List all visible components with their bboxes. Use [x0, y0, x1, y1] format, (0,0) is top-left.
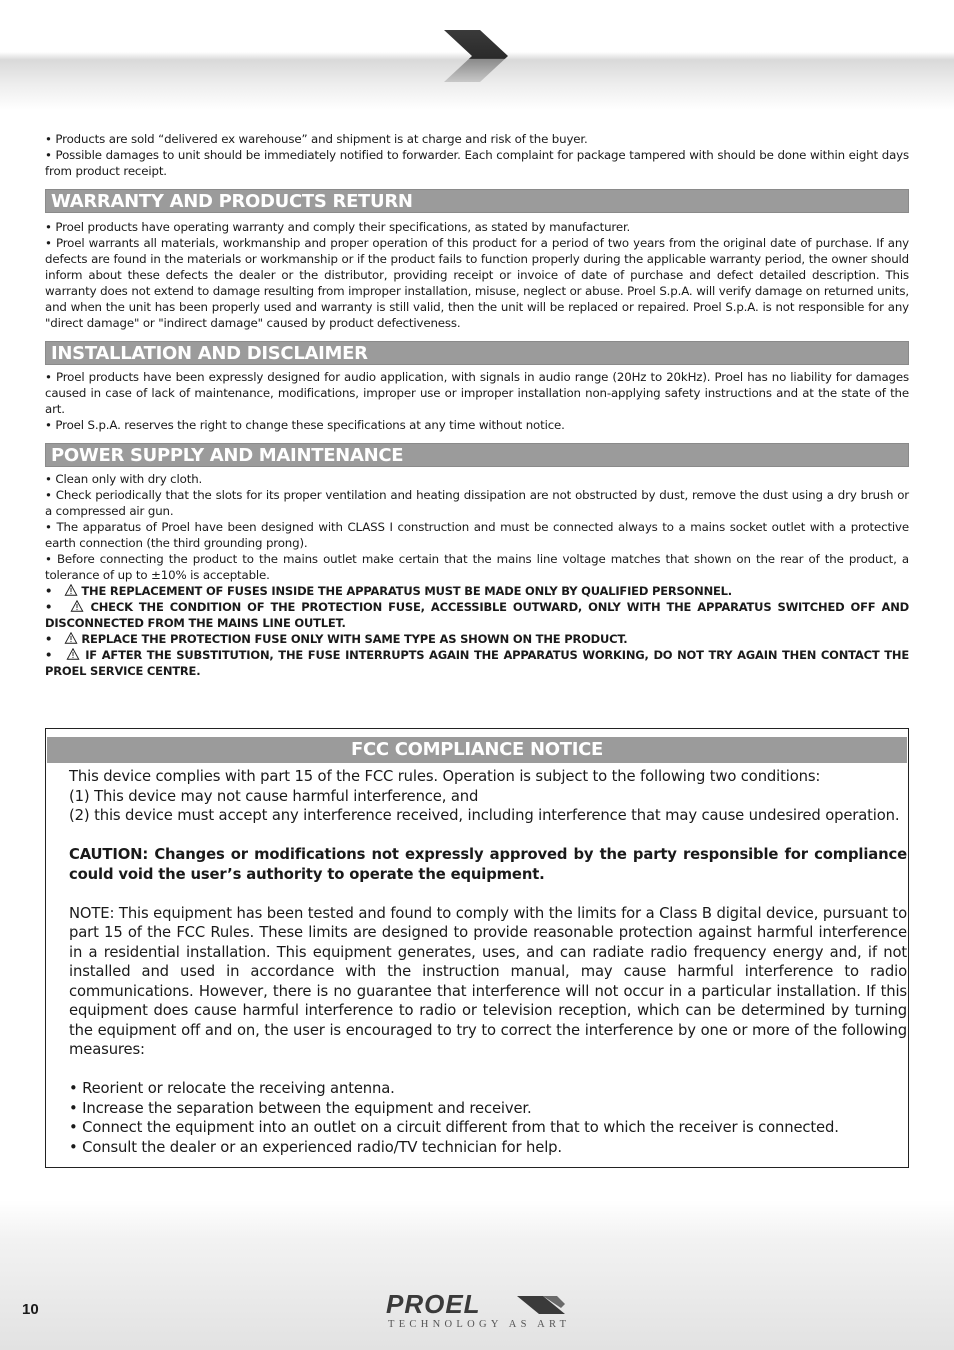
- fcc-measure-2: • Increase the separation between the equipment and receiver.: [69, 1099, 532, 1117]
- warning-triangle-icon: [66, 648, 80, 660]
- warning-bullet: •: [45, 600, 53, 614]
- intro-bullet-1: • Products are sold “delivered ex warehouse” and shipment is at charge and risk of the buyer.: [45, 132, 588, 146]
- warning-bullet: •: [45, 584, 53, 598]
- fcc-line-3: (2) this device must accept any interference received, including interference that may cause undesired operation.: [69, 807, 900, 824]
- power-warning-2-text: CHECK THE CONDITION OF THE PROTECTION FUSE, ACCESSIBLE OUTWARD, ONLY WITH THE APPARATUS SWITCHED OFF AND DISCONNECTED FROM THE MAINS LINE OUTLET.: [45, 600, 909, 630]
- fcc-caution: CAUTION: Changes or modifications not expressly approved by the party responsible for compliance could void the user’s authority to operate the equipment.: [69, 846, 907, 883]
- power-warning-3-text: REPLACE THE PROTECTION FUSE ONLY WITH SAME TYPE AS SHOWN ON THE PRODUCT.: [81, 632, 628, 646]
- fcc-measure-3: • Connect the equipment into an outlet on a circuit different from that to which the receiver is connected.: [69, 1119, 839, 1136]
- fcc-notice-box: [45, 728, 909, 1168]
- fcc-title: FCC COMPLIANCE NOTICE: [47, 737, 907, 763]
- logo-wordmark: PROEL: [386, 1289, 481, 1319]
- warranty-bullet-1: • Proel products have operating warranty and comply their specifications, as stated by manufacturer.: [45, 220, 631, 234]
- power-warning-4: [45, 647, 909, 679]
- warning-bullet: •: [45, 648, 53, 662]
- installation-bullet-2: • Proel S.p.A. reserves the right to change these specifications at any time without notice.: [45, 418, 565, 432]
- page-number: 10: [22, 1301, 39, 1318]
- section-header-installation: INSTALLATION AND DISCLAIMER: [45, 341, 909, 365]
- power-bullet-1: • Clean only with dry cloth.: [45, 472, 203, 486]
- section-header-power: POWER SUPPLY AND MAINTENANCE: [45, 443, 909, 467]
- warning-triangle-icon: [70, 600, 84, 612]
- logo-tagline: TECHNOLOGY AS ART: [388, 1319, 571, 1330]
- fcc-measure-1: • Reorient or relocate the receiving antenna.: [69, 1080, 395, 1097]
- power-warning-1-text: THE REPLACEMENT OF FUSES INSIDE THE APPARATUS MUST BE MADE ONLY BY QUALIFIED PERSONNEL.: [81, 584, 732, 598]
- power-warning-4-text: IF AFTER THE SUBSTITUTION, THE FUSE INTERRUPTS AGAIN THE APPARATUS WORKING, DO NOT TRY AGAIN THEN CONTACT THE PROEL SERVICE CENTRE.: [45, 648, 909, 678]
- power-bullet-2: • Check periodically that the slots for its proper ventilation and heating dissipation are not obstructed by dust, remove the dust using a dry brush or a compressed air gun.: [45, 488, 909, 518]
- fcc-measure-4: • Consult the dealer or an experienced radio/TV technician for help.: [69, 1138, 562, 1156]
- power-warning-2: [45, 599, 909, 631]
- intro-bullet-2: • Possible damages to unit should be immediately notified to forwarder. Each complaint for package tampered with should be done within eight days from product receipt.: [45, 148, 909, 178]
- warning-triangle-icon: [64, 632, 78, 644]
- fcc-line-1: This device complies with part 15 of the FCC rules. Operation is subject to the following two conditions:: [69, 768, 821, 785]
- proel-logo: [386, 1290, 570, 1336]
- warning-triangle-icon: [64, 584, 78, 596]
- warning-bullet: •: [45, 632, 53, 646]
- power-warning-3: [45, 631, 909, 647]
- fcc-note: NOTE: This equipment has been tested and found to comply with the limits for a Class B digital device, pursuant to part 15 of the FCC Rules. These limits are designed to provide reasonable protection against harmful interference in a residential installation. This equipment generates, uses, and can radiate radio frequency energy and, if not installed and used in accordance with the instruction manual, may cause harmful interference to radio communications. However, there is no guarantee that interference will not occur in a particular installation. If this equipment does cause harmful interference to radio or television reception, which can be determined by turning the equipment off and on, the user is encouraged to try to correct the interference by one or more of the following measures:: [69, 904, 907, 1058]
- fcc-line-2: (1) This device may not cause harmful interference, and: [69, 787, 479, 805]
- fcc-body: [69, 767, 907, 1157]
- section-header-warranty: WARRANTY AND PRODUCTS RETURN: [45, 189, 909, 213]
- logo-arrow-icon: [517, 1294, 567, 1316]
- power-bullet-4: • Before connecting the product to the mains outlet make certain that the mains line voltage matches that shown on the rear of the product, a tolerance of up to ±10% is acceptable.: [45, 552, 909, 582]
- installation-bullet-1: • Proel products have been expressly designed for audio application, with signals in audio range (20Hz to 20kHz). Proel has no liability for damages caused in case of lack of maintenance, modifications, improper use or improper installation non-applying safety instructions and at the state of the art.: [45, 370, 909, 416]
- power-warning-1: [45, 583, 909, 599]
- chevron-arrow-icon: [444, 28, 510, 84]
- page-content: [45, 131, 909, 679]
- warranty-bullet-2: • Proel warrants all materials, workmanship and proper operation of this product for a period of two years from the original date of purchase. If any defects are found in the materials or workmanship or if the product fails to function properly during the applicable warranty period, the owner should inform about these defects the dealer or the distributor, providing receipt or invoice of date of purchase and defect detailed description. This warranty does not extend to damage resulting from improper installation, misuse, neglect or abuse. Proel S.p.A. will verify damage on returned units, and when the unit has been properly used and warranty is still valid, then the unit will be replaced or repaired. Proel S.p.A. is not responsible for any "direct damage" or "indirect damage" caused by product defectiveness.: [45, 236, 909, 330]
- power-bullet-3: • The apparatus of Proel have been designed with CLASS I construction and must be connected always to a mains socket outlet with a protective earth connection (the third grounding prong).: [45, 520, 909, 550]
